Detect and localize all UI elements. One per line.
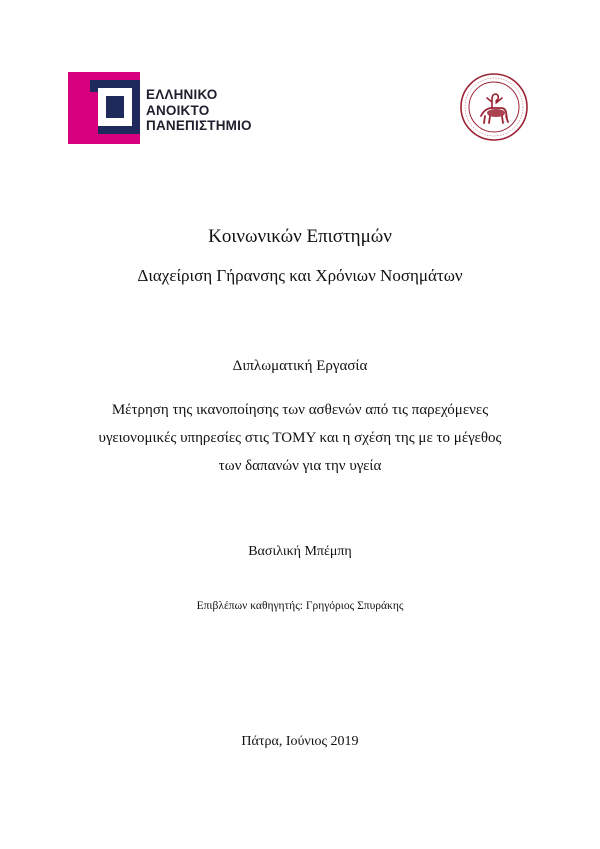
place-date: Πάτρα, Ιούνιος 2019 [241,734,359,749]
hou-logo-text [146,87,252,134]
hou-logo [68,72,268,144]
thesis-title [0,396,600,480]
document-type: Διπλωματική Εργασία [232,358,368,374]
hou-logo-line-1: ΕΛΛΗΝΙΚΟ [146,87,218,102]
hou-logo-line-2: ΑΝΟΙΚΤΟ [146,102,210,118]
university-seal-icon [459,72,529,142]
author-name: Βασιλική Μπέμπη [248,544,352,559]
hou-logo-line-3: ΠΑΝΕΠΙΣΤΗΜΙΟ [146,118,252,133]
thesis-title-line-1: Μέτρηση της ικανοποίησης των ασθενών από τις παρεχόμενες [111,402,489,418]
hou-logo-mark-icon [68,72,140,144]
program-name: Διαχείριση Γήρανσης και Χρόνιων Νοσημάτων [137,266,463,285]
supervisor-line: Επιβλέπων καθηγητής: Γρηγόριος Σπυράκης [196,600,404,612]
school-name: Κοινωνικών Επιστημών [208,226,392,247]
thesis-title-line-2: υγειονομικές υπηρεσίες στις ΤΟΜΥ και η σχέση της με το μέγεθος [98,430,502,446]
thesis-title-line-3: των δαπανών για την υγεία [218,458,382,474]
